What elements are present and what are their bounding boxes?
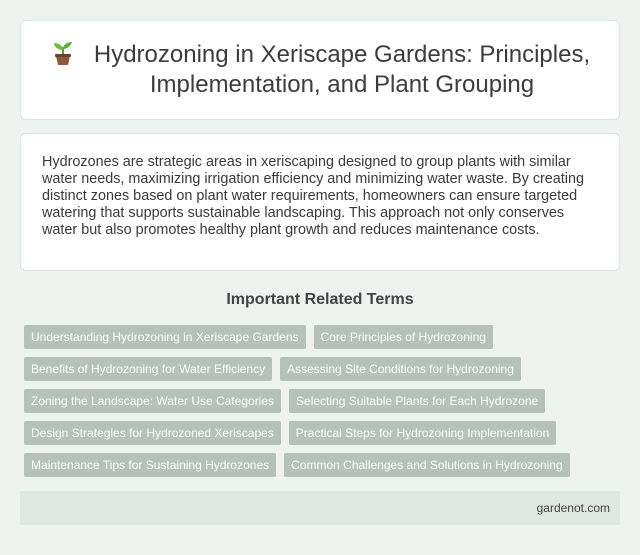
footer <box>20 491 620 525</box>
intro-text: Hydrozones are strategic areas in xeriscaping designed to group plants with similar water needs, maximizing irrigation efficiency and minimizing water waste. By creating distinct zones based on plant water requirements, homeowners can ensure targeted watering that supports sustainable landscaping. This approach not only conserves water but also promotes healthy plant growth and reduces maintenance costs. <box>42 154 585 238</box>
page-title-line-2: Implementation, and Plant Grouping <box>149 71 535 98</box>
related-term-tag[interactable]: Zoning the Landscape: Water Use Categories <box>24 389 281 413</box>
intro-card <box>20 133 620 271</box>
footer-site-link[interactable]: gardenot.com <box>536 501 610 515</box>
related-terms-heading: Important Related Terms <box>226 291 414 308</box>
related-term-tag[interactable]: Assessing Site Conditions for Hydrozoning <box>280 357 521 381</box>
related-term-tag[interactable]: Practical Steps for Hydrozoning Implementation <box>289 421 556 445</box>
related-term-tag[interactable]: Maintenance Tips for Sustaining Hydrozones <box>24 453 276 477</box>
sprout-icon <box>50 41 76 67</box>
page-title <box>94 40 590 100</box>
title-row <box>50 40 590 100</box>
related-term-tag[interactable]: Selecting Suitable Plants for Each Hydrozone <box>289 389 545 413</box>
page-title-line-1: Hydrozoning in Xeriscape Gardens: Principles, <box>93 41 591 68</box>
related-term-tag[interactable]: Common Challenges and Solutions in Hydrozoning <box>284 453 570 477</box>
related-term-tag[interactable]: Benefits of Hydrozoning for Water Efficiency <box>24 357 272 381</box>
related-terms-list <box>24 325 604 477</box>
title-card <box>20 20 620 120</box>
related-term-tag[interactable]: Understanding Hydrozoning in Xeriscape Gardens <box>24 325 306 349</box>
related-term-tag[interactable]: Core Principles of Hydrozoning <box>314 325 493 349</box>
related-term-tag[interactable]: Design Strategies for Hydrozoned Xeriscapes <box>24 421 281 445</box>
